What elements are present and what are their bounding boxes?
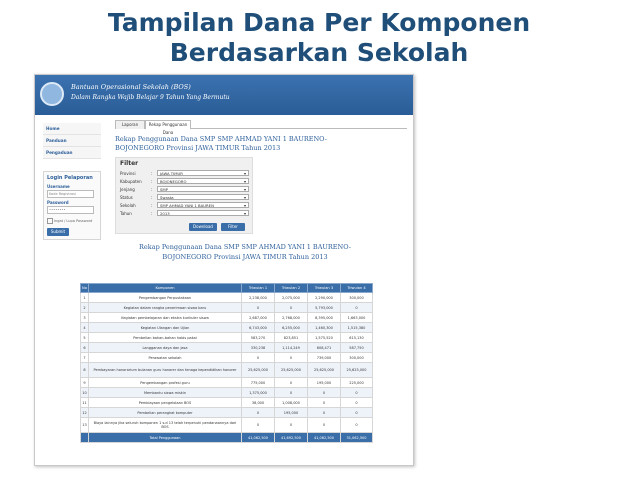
amount-cell: 25,625,000 — [275, 363, 308, 378]
tahun-select[interactable]: 2013 ▾ — [157, 210, 249, 216]
filter-label: Sekolah — [120, 203, 136, 208]
tab-laporan[interactable]: Laporan — [115, 120, 145, 129]
row-number: 2 — [81, 303, 89, 313]
table-row — [81, 418, 373, 433]
remember-label: Ingat / Lupa Password — [54, 219, 93, 223]
component-cell: Membantu siswa miskin — [89, 388, 242, 398]
header-banner — [35, 75, 413, 115]
filter-row-provinsi: Provinsi : JAWA TIMUR ▾ — [120, 170, 248, 177]
sidebar-item-home[interactable]: Home — [43, 123, 101, 135]
row-number: 13 — [81, 418, 89, 433]
table-row — [81, 323, 373, 333]
amount-cell: 2,238,000 — [242, 293, 275, 303]
column-header: Komponen — [89, 284, 242, 293]
filter-label: Kabupaten — [120, 179, 142, 184]
column-header: Triwulan 3 — [308, 284, 341, 293]
filter-label: Tahun — [120, 211, 132, 216]
amount-cell: 0 — [275, 303, 308, 313]
amount-cell: 6,255,000 — [275, 323, 308, 333]
row-number: 3 — [81, 313, 89, 323]
total-spacer — [81, 433, 89, 443]
banner-subtitle: Dalam Rangka Wajib Belajar 9 Tahun Yang Bermutu — [71, 94, 230, 101]
report-title-line2: BOJONEGORO Provinsi JAWA TIMUR Tahun 2013 — [162, 253, 328, 261]
amount-cell: 1,663,000 — [341, 313, 373, 323]
amount-cell: 0 — [242, 408, 275, 418]
status-select[interactable]: Swasta ▾ — [157, 194, 249, 200]
row-number: 11 — [81, 398, 89, 408]
amount-cell: 330,238 — [242, 343, 275, 353]
page-title-line1: Rekap Penggunaan Dana SMP SMP AHMAD YANI 1 BAURENO- — [115, 135, 327, 143]
filter-row-status: Status : Swasta ▾ — [120, 194, 248, 201]
filter-label: Provinsi — [120, 171, 136, 176]
amount-cell: 2,290,000 — [308, 293, 341, 303]
dropdown-arrow-icon: ▾ — [243, 195, 246, 200]
table-row — [81, 408, 373, 418]
rekap-table — [80, 283, 373, 443]
component-cell: Pengembangan Perpustakaan — [89, 293, 242, 303]
column-header: Triwulan 1 — [242, 284, 275, 293]
table-row — [81, 378, 373, 388]
amount-cell: 608,471 — [308, 343, 341, 353]
filter-label: Jenjang — [120, 187, 135, 192]
row-number: 7 — [81, 353, 89, 363]
total-label: Total Penggunaan — [89, 433, 242, 443]
main-content — [115, 119, 407, 262]
row-number: 12 — [81, 408, 89, 418]
sidebar-item-pengaduan[interactable]: Pengaduan — [43, 147, 101, 159]
amount-cell: 823,851 — [275, 333, 308, 343]
amount-cell: 1,375,000 — [242, 388, 275, 398]
slide-title-line2: Berdasarkan Sekolah — [169, 38, 469, 67]
row-number: 4 — [81, 323, 89, 333]
report-title-line1: Rekap Penggunaan Dana SMP SMP AHMAD YANI 1 BAURENO- — [139, 243, 351, 251]
total-amount: 41,692,500 — [275, 433, 308, 443]
tab-rekap-penggunaan-dana[interactable]: Rekap Penggunaan Dana — [145, 120, 191, 129]
amount-cell: 5,793,000 — [308, 303, 341, 313]
sidebar-item-panduan[interactable]: Panduan — [43, 135, 101, 147]
table-header-row — [81, 284, 373, 293]
amount-cell: 0 — [275, 378, 308, 388]
filter-panel — [115, 157, 253, 234]
component-cell: Biaya lainnya jika seluruh komponen 1 s.d 13 telah terpenuhi pendanaannya dari BOS — [89, 418, 242, 433]
filter-row-sekolah: Sekolah : SMP AHMAD YANI 1 BAUREN ▾ — [120, 202, 248, 209]
table-row — [81, 398, 373, 408]
amount-cell: 0 — [242, 418, 275, 433]
jenjang-select[interactable]: SMP ▾ — [157, 186, 249, 192]
password-input[interactable]: •••••••• — [47, 206, 94, 214]
bos-logo-icon — [40, 82, 64, 106]
amount-cell: 0 — [308, 408, 341, 418]
amount-cell: 0 — [341, 388, 373, 398]
component-cell: Kegiatan pembelajaran dan ekstra kurikuler siswa — [89, 313, 242, 323]
kabupaten-select[interactable]: BOJONEGORO ▾ — [157, 178, 249, 184]
amount-cell: 0 — [242, 353, 275, 363]
total-amount: 41,062,500 — [308, 433, 341, 443]
row-number: 1 — [81, 293, 89, 303]
amount-cell: 583,270 — [242, 333, 275, 343]
amount-cell: 0 — [242, 303, 275, 313]
amount-cell: 0 — [341, 303, 373, 313]
filter-row-tahun: Tahun : 2013 ▾ — [120, 210, 248, 217]
table-body — [81, 293, 373, 443]
amount-cell: 1,114,249 — [275, 343, 308, 353]
sidebar — [43, 123, 101, 240]
login-title: Login Pelaporan — [47, 175, 93, 181]
filter-row-jenjang: Jenjang : SMP ▾ — [120, 186, 248, 193]
amount-cell: 0 — [308, 398, 341, 408]
page-title-line2: BOJONEGORO Provinsi JAWA TIMUR Tahun 2013 — [115, 144, 281, 152]
amount-cell: 25,625,000 — [308, 363, 341, 378]
component-cell: Langganan daya dan jasa — [89, 343, 242, 353]
row-number: 6 — [81, 343, 89, 353]
slide-title-line1: Tampilan Dana Per Komponen — [107, 8, 531, 37]
dropdown-arrow-icon: ▾ — [243, 171, 246, 176]
login-submit-button[interactable]: Submit — [47, 228, 69, 236]
amount-cell: 2,687,000 — [242, 313, 275, 323]
component-cell: Perawatan sekolah — [89, 353, 242, 363]
component-cell: Pembiayaan pengelolaan BOS — [89, 398, 242, 408]
amount-cell: 1,515,380 — [341, 323, 373, 333]
amount-cell: 0 — [308, 418, 341, 433]
amount-cell: 0 — [308, 388, 341, 398]
dropdown-arrow-icon: ▾ — [243, 211, 246, 216]
filter-label: Status — [120, 195, 133, 200]
amount-cell: 0 — [341, 418, 373, 433]
username-input[interactable]: Kode Registrasi — [47, 190, 94, 198]
row-number: 10 — [81, 388, 89, 398]
amount-cell: 0 — [275, 353, 308, 363]
amount-cell: 195,000 — [275, 408, 308, 418]
amount-cell: 615,130 — [341, 333, 373, 343]
column-header: Triwulan 2 — [275, 284, 308, 293]
table-row — [81, 313, 373, 323]
download-button[interactable]: Download — [189, 223, 217, 231]
table-row — [81, 333, 373, 343]
component-cell: Kegiatan Ulangan dan Ujian — [89, 323, 242, 333]
row-number: 8 — [81, 363, 89, 378]
amount-cell: 1,460,300 — [308, 323, 341, 333]
table-row — [81, 388, 373, 398]
amount-cell: 0 — [275, 388, 308, 398]
provinsi-select[interactable]: JAWA TIMUR ▾ — [157, 170, 249, 176]
component-cell: Pembayaran honorarium bulanan guru honorer dan tenaga kependidikan honorer — [89, 363, 242, 378]
amount-cell: 739,000 — [308, 353, 341, 363]
dropdown-arrow-icon: ▾ — [243, 179, 246, 184]
table-row — [81, 353, 373, 363]
amount-cell: 775,000 — [242, 378, 275, 388]
amount-cell: 2,768,000 — [275, 313, 308, 323]
sekolah-select[interactable]: SMP AHMAD YANI 1 BAUREN ▾ — [157, 202, 249, 208]
row-number: 5 — [81, 333, 89, 343]
amount-cell: 587,750 — [341, 343, 373, 353]
component-cell: Pembelian perangkat komputer — [89, 408, 242, 418]
table-row — [81, 343, 373, 353]
total-row — [81, 433, 373, 443]
dropdown-arrow-icon: ▾ — [243, 187, 246, 192]
amount-cell: 6,743,000 — [242, 323, 275, 333]
filter-title: Filter — [120, 160, 139, 167]
row-number: 9 — [81, 378, 89, 388]
total-amount: 41,062,500 — [242, 433, 275, 443]
component-cell: Pengembangan profesi guru — [89, 378, 242, 388]
login-panel — [43, 171, 101, 240]
amount-cell: 1,575,520 — [308, 333, 341, 343]
amount-cell: 38,000 — [242, 398, 275, 408]
table-row — [81, 293, 373, 303]
total-amount: 31,062,500 — [341, 433, 373, 443]
column-header: No — [81, 284, 89, 293]
amount-cell: 2,075,000 — [275, 293, 308, 303]
filter-submit-button[interactable]: Filter — [221, 223, 245, 231]
table-row — [81, 303, 373, 313]
username-label: Username — [47, 184, 70, 189]
amount-cell: 195,000 — [308, 378, 341, 388]
dropdown-arrow-icon: ▾ — [243, 203, 246, 208]
amount-cell: 0 — [341, 408, 373, 418]
banner-title: Bantuan Operasional Sekolah (BOS) — [71, 83, 191, 91]
amount-cell: 225,000 — [341, 378, 373, 388]
column-header: Triwulan 4 — [341, 284, 373, 293]
amount-cell: 25,625,000 — [341, 363, 373, 378]
checkbox-icon — [47, 218, 53, 224]
amount-cell: 8,395,000 — [308, 313, 341, 323]
amount-cell: 25,625,000 — [242, 363, 275, 378]
remember-checkbox[interactable] — [47, 218, 97, 224]
amount-cell: 0 — [341, 398, 373, 408]
password-label: Password — [47, 200, 69, 205]
amount-cell: 1,008,000 — [275, 398, 308, 408]
tab-bar — [115, 119, 407, 135]
component-cell: Pembelian bahan-bahan habis pakai — [89, 333, 242, 343]
component-cell: Kegiatan dalam rangka penerimaan siswa baru — [89, 303, 242, 313]
filter-row-kabupaten: Kabupaten : BOJONEGORO ▾ — [120, 178, 248, 185]
amount-cell: 300,000 — [341, 353, 373, 363]
amount-cell: 0 — [275, 418, 308, 433]
table-row — [81, 363, 373, 378]
amount-cell: 300,000 — [341, 293, 373, 303]
